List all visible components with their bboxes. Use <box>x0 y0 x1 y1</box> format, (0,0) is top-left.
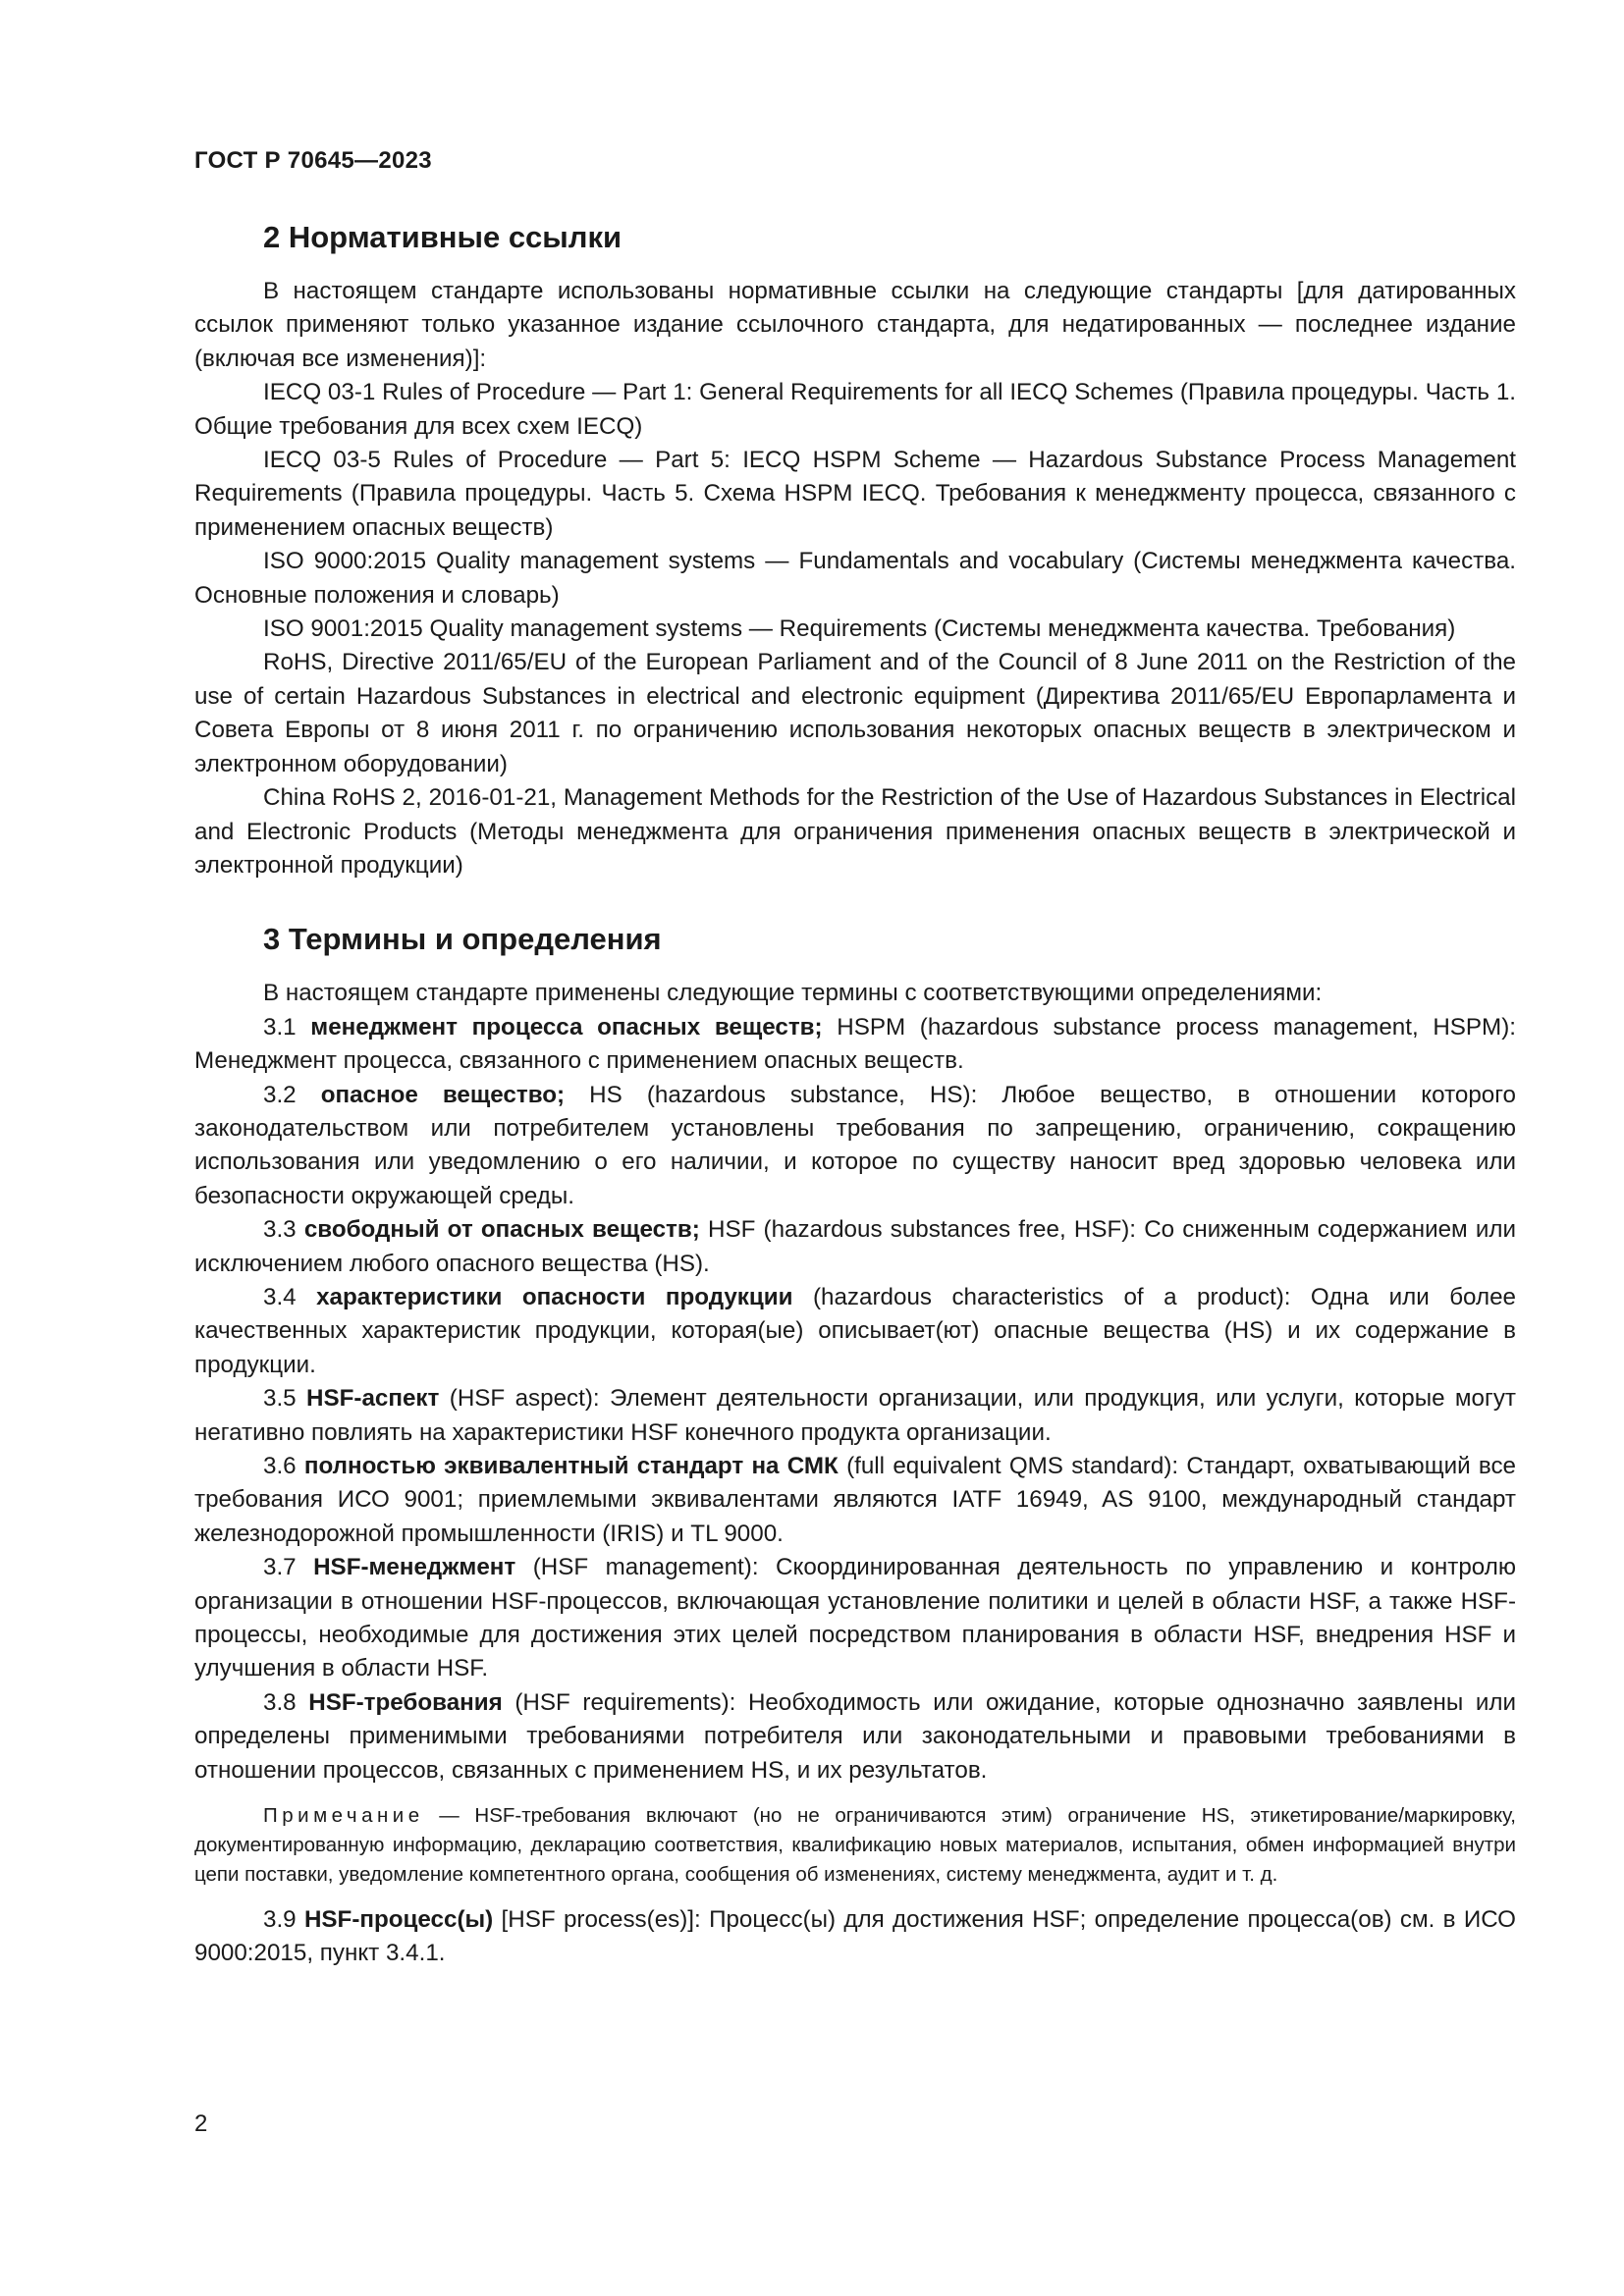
section-3-intro: В настоящем стандарте применены следующие термины с соответствующими определениями: <box>263 980 1323 1007</box>
term-name: HSF-аспект <box>306 1385 440 1413</box>
note-label: Примечание <box>263 1804 424 1828</box>
section-3-title: 3 Термины и определения <box>263 922 662 957</box>
term-name: опасное вещество; <box>320 1081 566 1108</box>
term-definition: 3.3 свободный от опасных веществ; HSF (hazardous substances free, HSF): Со сниженным содержанием или исключением любого опасного вещества (HS). <box>194 1216 1516 1277</box>
term-name: полностью эквивалентный стандарт на СМК <box>303 1453 839 1479</box>
reference-iecq-03-1: IECQ 03-1 Rules of Procedure — Part 1: General Requirements for all IECQ Schemes (Правила процедуры. Часть 1. Общие требования для всех схем IECQ) <box>194 379 1516 440</box>
term-definition: 3.8 HSF-требования (HSF requirements): Необходимость или ожидание, которые однозначно заявлены или определены применимыми требованиями потребителя или законодательными и правовыми требованиями в отношении процессов, связанных с применением HS, и их результатов. <box>194 1688 1516 1784</box>
term-name: HSF-требования <box>308 1688 503 1716</box>
term-definition: 3.6 полностью эквивалентный стандарт на СМК (full equivalent QMS standard): Стандарт, охватывающий все требования ИСО 9001; приемлемыми эквивалентами являются IATF 16949, AS 9100, международный стандарт железнодорожной промышленности (IRIS) и TL 9000. <box>194 1453 1516 1547</box>
page-number: 2 <box>194 2110 208 2137</box>
term-definition: 3.4 характеристики опасности продукции (hazardous characteristics of a product): Одна или более качественных характеристик продукции, которая(ые) описывает(ют) опасные вещества (HS) и их содержание в продукции. <box>194 1283 1516 1378</box>
term-definition: 3.9 HSF-процесс(ы) [HSF process(es)]: Процесс(ы) для достижения HSF; определение процесса(ов) см. в ИСО 9000:2015, пункт 3.4.1. <box>194 1906 1516 1967</box>
term-definition: 3.5 HSF-аспект (HSF aspect): Элемент деятельности организации, или продукция, или услуги, которые могут негативно повлиять на характеристики HSF конечного продукта организации. <box>194 1385 1516 1446</box>
paragraph: В настоящем стандарте использованы нормативные ссылки на следующие стандарты [для датированных ссылок применяют только указанное издание ссылочного стандарта, для недатированных — последнее издание (включая все изменения)]: <box>194 278 1516 372</box>
reference-china-rohs: China RoHS 2, 2016-01-21, Management Methods for the Restriction of the Use of Hazardous Substances in Electrical and Electronic Products (Методы менеджмента для ограничения применения опасных веществ в электрической и электронной продукции) <box>194 784 1516 879</box>
term-name: HSF-менеджмент <box>313 1554 516 1581</box>
term-definition: 3.2 опасное вещество; HS (hazardous substance, HS): Любое вещество, в отношении которого законодательством или потребителем установлены требования по запрещению, ограничению, сокращению использования или уведомлению о его наличии, и которое по существу наносит вред здоровью человека или безопасности окружающей среды. <box>194 1081 1516 1209</box>
term-name: HSF-процесс(ы) <box>303 1906 494 1934</box>
term-name: менеджмент процесса опасных веществ; <box>310 1013 823 1041</box>
document-code-header: ГОСТ Р 70645—2023 <box>194 147 432 174</box>
document-body <box>194 218 1516 1971</box>
reference-iso-9000: ISO 9000:2015 Quality management systems — Fundamentals and vocabulary (Системы менеджмента качества. Основные положения и словарь) <box>194 548 1516 609</box>
reference-iso-9001: ISO 9001:2015 Quality management systems — Requirements (Системы менеджмента качества. Требования) <box>263 615 1456 643</box>
term-definition: 3.7 HSF-менеджмент (HSF management): Скоординированная деятельность по управлению и контролю организации в отношении HSF-процессов, включающая установление политики и целей в области HSF, а также HSF-процессы, необходимые для достижения этих целей посредством планирования в области HSF, внедрения HSF и улучшения в области HSF. <box>194 1554 1516 1682</box>
note-text: — HSF-требования включают (но не ограничиваются этим) ограничение HS, этикетирование/маркировку, документированную информацию, декларацию соответствия, квалификацию новых материалов, испытания, обмен информацией внутри цепи поставки, уведомление компетентного органа, сообщения об изменениях, систему менеджмента, аудит и т. д. <box>194 1804 1516 1887</box>
term-definition: 3.1 менеджмент процесса опасных веществ; HSPM (hazardous substance process management, HSPM): Менеджмент процесса, связанного с применением опасных веществ. <box>194 1013 1516 1075</box>
note <box>194 1801 1516 1890</box>
section-2-title: 2 Нормативные ссылки <box>263 220 623 254</box>
reference-iecq-03-5: IECQ 03-5 Rules of Procedure — Part 5: IECQ HSPM Scheme — Hazardous Substance Process Management Requirements (Правила процедуры. Часть 5. Схема HSPM IECQ. Требования к менеджменту процесса, связанного с применением опасных веществ) <box>194 447 1516 541</box>
reference-rohs: RoHS, Directive 2011/65/EU of the European Parliament and of the Council of 8 June 2011 on the Restriction of the use of certain Hazardous Substances in electrical and electronic equipment (Директива 2011/65/EU Европарламента и Совета Европы от 8 июня 2011 г. по ограничению использования некоторых опасных веществ в электрическом и электронном оборудовании) <box>194 649 1516 777</box>
term-name: свободный от опасных веществ; <box>303 1216 700 1244</box>
term-name: характеристики опасности продукции <box>316 1283 793 1310</box>
